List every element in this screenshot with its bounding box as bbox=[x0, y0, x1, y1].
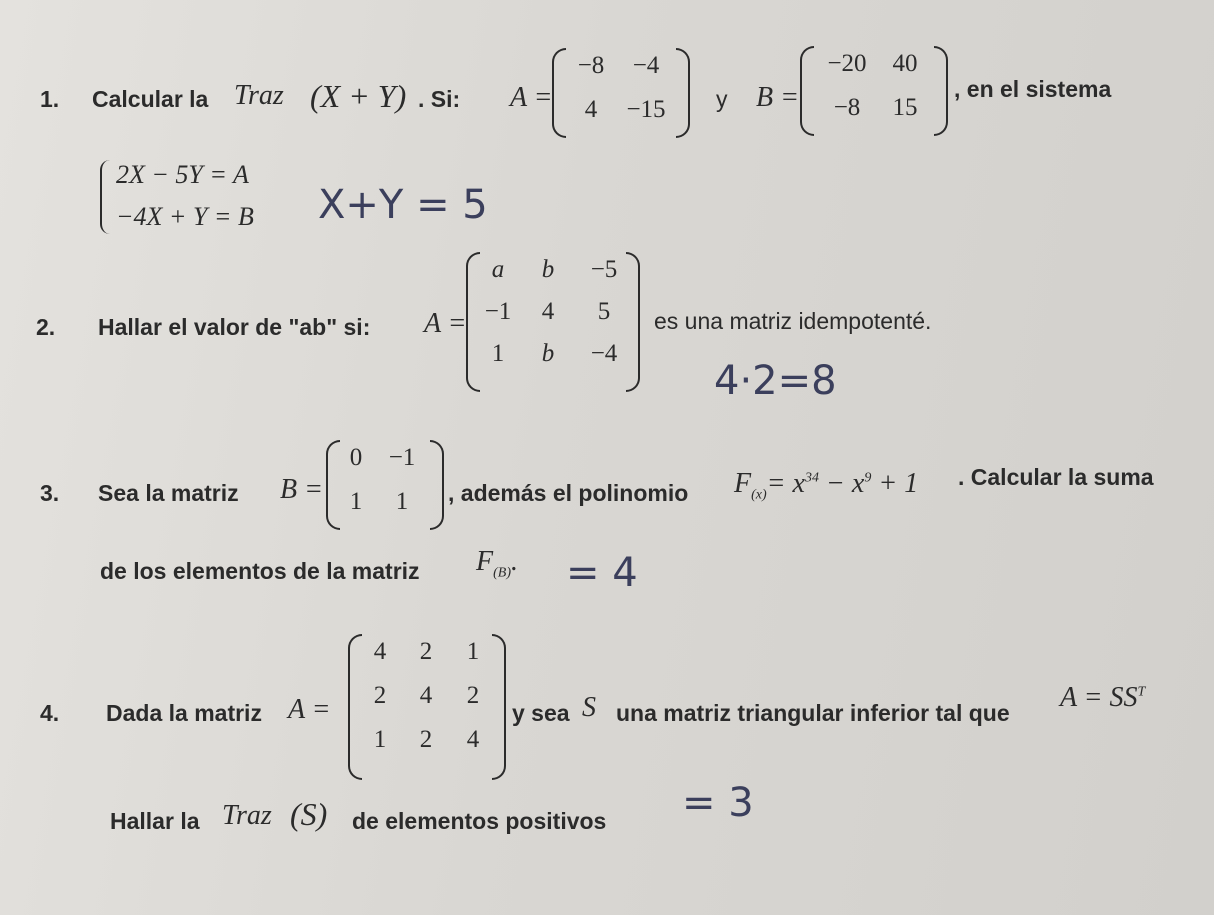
matrix-cell: −8 bbox=[577, 52, 605, 79]
matrix-cell: 1 bbox=[491, 340, 505, 367]
problem-1-matrix-A bbox=[566, 52, 676, 124]
problem-1-number: 1. bbox=[40, 86, 60, 112]
matrix-cell: 1 bbox=[349, 488, 363, 515]
matrix-cell: b bbox=[541, 256, 555, 283]
problem-4-A-right-paren bbox=[492, 634, 506, 780]
problem-2-handwritten-answer: 4·2=8 bbox=[714, 358, 837, 404]
matrix-cell: 40 bbox=[892, 50, 918, 77]
problem-3-number: 3. bbox=[40, 480, 60, 506]
matrix-cell: 1 bbox=[373, 726, 387, 753]
polynomial-term-3: + 1 bbox=[871, 468, 919, 499]
matrix-cell: 2 bbox=[419, 726, 433, 753]
relation-sup: T bbox=[1137, 684, 1146, 700]
problem-4-matrix-A bbox=[358, 638, 496, 754]
problem-4-relation bbox=[1060, 682, 1145, 714]
problem-1-A-left-paren bbox=[552, 48, 566, 138]
matrix-cell: −15 bbox=[626, 96, 666, 123]
problem-3-B-right-paren bbox=[430, 440, 444, 530]
problem-3-text-3: . Calcular la suma bbox=[958, 464, 1154, 490]
matrix-F-dot: . bbox=[511, 546, 518, 577]
problem-4-text: Dada la matriz bbox=[106, 700, 262, 726]
matrix-cell: 4 bbox=[466, 726, 480, 753]
problem-3-F-B bbox=[476, 546, 518, 582]
polynomial-term-2: − x bbox=[818, 468, 865, 499]
matrix-cell: 1 bbox=[466, 638, 480, 665]
matrix-cell: −8 bbox=[833, 94, 861, 121]
matrix-cell: 4 bbox=[541, 298, 555, 325]
problem-3-polynomial bbox=[734, 468, 918, 504]
problem-1-traz-arg: (X + Y) bbox=[310, 78, 407, 114]
system-brace bbox=[100, 160, 114, 234]
matrix-F-sub: (B) bbox=[493, 565, 511, 581]
problem-1-B-label: B = bbox=[756, 82, 799, 113]
matrix-cell: 4 bbox=[373, 638, 387, 665]
problem-1-si: . Si: bbox=[418, 86, 461, 112]
system-equation-1: 2X − 5Y = A bbox=[116, 160, 249, 189]
matrix-cell: 2 bbox=[419, 638, 433, 665]
problem-4-handwritten-answer: = 3 bbox=[682, 780, 754, 826]
matrix-cell: −4 bbox=[590, 340, 618, 367]
problem-4-A-label: A = bbox=[288, 694, 331, 725]
problem-3-text-4: de los elementos de la matriz bbox=[100, 558, 420, 584]
problem-4-text-5: de elementos positivos bbox=[352, 808, 607, 834]
problem-2-text: Hallar el valor de "ab" si: bbox=[98, 314, 371, 340]
polynomial-term-1: = x bbox=[766, 468, 805, 499]
matrix-cell: 0 bbox=[349, 444, 363, 471]
polynomial-F: F bbox=[734, 468, 752, 499]
problem-3-handwritten-answer: = 4 bbox=[566, 550, 638, 596]
problem-4-text-3: una matriz triangular inferior tal que bbox=[616, 700, 1010, 726]
problem-1-text: Calcular la bbox=[92, 86, 209, 112]
problem-4-text-4: Hallar la bbox=[110, 808, 200, 834]
matrix-cell: −1 bbox=[484, 298, 512, 325]
problem-3-matrix-B bbox=[336, 444, 428, 516]
polynomial-F-sub: (x) bbox=[751, 487, 767, 503]
problem-2-A-label: A = bbox=[424, 308, 467, 339]
matrix-cell: 2 bbox=[373, 682, 387, 709]
problem-2-number: 2. bbox=[36, 314, 56, 340]
problem-3-text: Sea la matriz bbox=[98, 480, 239, 506]
problem-1-traz: Traz bbox=[234, 80, 284, 111]
matrix-cell: 1 bbox=[395, 488, 409, 515]
matrix-cell: 4 bbox=[584, 96, 598, 123]
problem-1-B-left-paren bbox=[800, 46, 814, 136]
problem-1-y: y bbox=[716, 86, 728, 112]
matrix-cell: 2 bbox=[466, 682, 480, 709]
matrix-cell: −5 bbox=[590, 256, 618, 283]
problem-4-number: 4. bbox=[40, 700, 60, 726]
problem-4-S: S bbox=[582, 692, 596, 723]
problem-2-matrix-A bbox=[474, 256, 634, 368]
problem-1-handwritten-answer: X+Y = 5 bbox=[318, 182, 488, 228]
problem-3-B-label: B = bbox=[280, 474, 323, 505]
problem-2-A-right-paren bbox=[626, 252, 640, 392]
problem-1-A-right-paren bbox=[676, 48, 690, 138]
problem-3-text-2: , además el polinomio bbox=[448, 480, 689, 506]
matrix-cell: b bbox=[541, 340, 555, 367]
matrix-cell: −1 bbox=[388, 444, 416, 471]
matrix-cell: 5 bbox=[597, 298, 611, 325]
problem-1-A-label: A = bbox=[510, 82, 553, 113]
problem-4-traz-arg: (S) bbox=[290, 796, 328, 832]
matrix-cell: 15 bbox=[892, 94, 918, 121]
problem-1-B-right-paren bbox=[934, 46, 948, 136]
matrix-cell: −20 bbox=[827, 50, 867, 77]
matrix-cell: −4 bbox=[632, 52, 660, 79]
relation-main: A = SS bbox=[1060, 682, 1138, 713]
problem-2-text-2: es una matriz idempotenté. bbox=[654, 308, 932, 334]
matrix-F-symbol: F bbox=[476, 546, 494, 577]
matrix-cell: a bbox=[491, 256, 505, 283]
problem-4-traz: Traz bbox=[222, 800, 272, 831]
polynomial-exp-1: 34 bbox=[804, 470, 819, 486]
matrix-cell: 4 bbox=[419, 682, 433, 709]
system-equation-2: −4X + Y = B bbox=[116, 202, 254, 231]
polynomial-exp-2: 9 bbox=[864, 470, 872, 486]
problem-4-text-2: y sea bbox=[512, 700, 570, 726]
problem-1-text-2: , en el sistema bbox=[954, 76, 1112, 102]
problem-1-matrix-B bbox=[814, 50, 930, 122]
